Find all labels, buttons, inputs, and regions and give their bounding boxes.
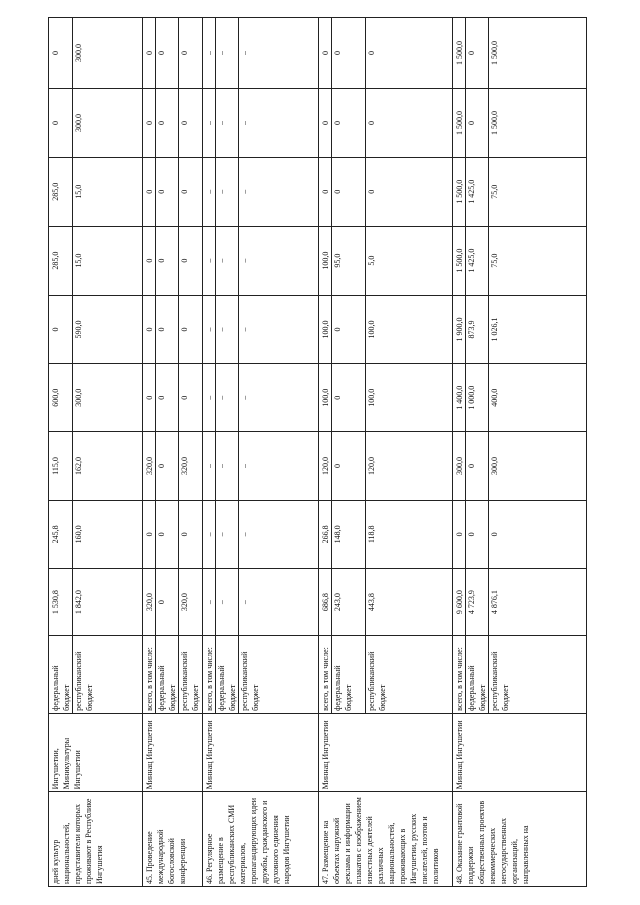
funding-source: республиканский бюджет: [238, 636, 261, 712]
amount-value: 0: [331, 296, 365, 364]
amount-value: 75,0: [488, 158, 511, 226]
amount-value: –: [205, 258, 214, 263]
amount-value: 1 500,0: [455, 41, 464, 66]
funding-source: всего, в том числе:: [145, 647, 154, 711]
amount-value: 0: [178, 364, 201, 431]
amount-value: 285,0: [51, 251, 60, 270]
amount-cell: [203, 364, 319, 432]
amount-value: 1 500,0: [455, 248, 464, 273]
amount-cell: [453, 226, 587, 295]
amount-value: –: [238, 158, 261, 226]
funding-source: всего, в том числе:: [455, 647, 464, 711]
amount-value: –: [205, 51, 214, 56]
amount-value: 0: [155, 227, 178, 295]
amount-value: –: [205, 600, 214, 605]
amount-value: –: [238, 432, 261, 500]
amount-value: 5,0: [365, 227, 388, 295]
executor-cell: [143, 713, 203, 792]
measure-name: дней культур национальностей, представители которых проживают в Республике Ингушетия: [51, 798, 104, 884]
amount-value: 95,0: [331, 227, 365, 295]
amount-cell: [319, 568, 453, 636]
amount-value: 0: [331, 364, 365, 431]
funding-source: республиканский бюджет: [178, 636, 201, 712]
amount-cell: [49, 500, 143, 568]
table-row: [143, 18, 203, 887]
amount-cell: [319, 89, 453, 158]
funding-source-cell: [49, 636, 143, 713]
amount-cell: [453, 295, 587, 364]
amount-value: 0: [321, 51, 330, 56]
amount-value: 266,8: [321, 525, 330, 544]
amount-value: 320,0: [178, 432, 201, 500]
budget-table-sheet: [48, 17, 584, 887]
amount-cell: [49, 89, 143, 158]
amount-cell: [143, 157, 203, 226]
funding-source: федеральный бюджет: [155, 636, 178, 712]
amount-value: 300,0: [72, 18, 95, 88]
measure-name-cell: [143, 792, 203, 887]
amount-cell: [319, 226, 453, 295]
table-body: [49, 18, 587, 887]
funding-source: республиканский бюджет: [365, 636, 388, 712]
amount-value: –: [205, 189, 214, 194]
amount-value: 0: [178, 18, 201, 88]
amount-value: 100,0: [321, 388, 330, 407]
amount-cell: [49, 157, 143, 226]
amount-cell: [453, 364, 587, 432]
amount-value: 118,8: [365, 501, 388, 568]
amount-value: 1 425,0: [465, 158, 488, 226]
amount-value: 100,0: [321, 320, 330, 339]
amount-value: 0: [331, 89, 365, 157]
amount-value: 686,8: [321, 593, 330, 612]
amount-value: 1 026,1: [488, 296, 511, 364]
executor-name: Миннац Ингушетии: [321, 720, 330, 790]
amount-value: 9 600,0: [455, 590, 464, 615]
amount-value: 0: [455, 532, 464, 537]
amount-value: 0: [145, 189, 154, 194]
amount-value: –: [238, 18, 261, 88]
amount-value: 1 400,0: [455, 385, 464, 410]
amount-value: 0: [51, 51, 60, 56]
measure-name-cell: [203, 792, 319, 887]
amount-cell: [203, 432, 319, 501]
measure-name: 47. Размещение на объектах наружной рекламы и информации плакатов с изображением известных деятелей различных национальностей, проживающих в Ингушетии, русских писателей, поэтов и политиков: [321, 797, 440, 884]
measure-name: 48. Оказание грантовой поддержки общественных проектов некоммерческих негосударственных организаций, направленных на: [455, 800, 530, 884]
amount-cell: [49, 18, 143, 89]
amount-value: 0: [155, 296, 178, 364]
amount-cell: [143, 226, 203, 295]
executor-name: Миннац Ингушетии: [205, 720, 214, 790]
amount-value: 0: [331, 158, 365, 226]
amount-cell: [203, 89, 319, 158]
amount-value: 0: [465, 89, 488, 157]
amount-value: 0: [155, 89, 178, 157]
amount-value: –: [205, 120, 214, 125]
executor-name: Ингушетии, Миникультуры Ингушетии: [51, 737, 82, 790]
amount-cell: [453, 500, 587, 568]
amount-value: 0: [465, 18, 488, 88]
amount-value: 0: [155, 364, 178, 431]
funding-source-cell: [143, 636, 203, 713]
amount-cell: [319, 157, 453, 226]
funding-source: республиканский бюджет: [488, 636, 511, 712]
amount-cell: [143, 364, 203, 432]
amount-value: 0: [155, 158, 178, 226]
amount-value: 1 000,0: [465, 364, 488, 431]
amount-value: 243,0: [331, 569, 365, 636]
amount-value: 1 500,0: [455, 179, 464, 204]
funding-source: всего, в том числе:: [321, 647, 330, 711]
funding-source: федеральный бюджет: [465, 636, 488, 712]
amount-value: 0: [155, 501, 178, 568]
amount-cell: [203, 18, 319, 89]
amount-cell: [49, 364, 143, 432]
amount-value: 1 500,0: [455, 110, 464, 135]
amount-value: 600,0: [51, 388, 60, 407]
amount-value: 4 723,9: [465, 569, 488, 636]
amount-value: –: [215, 501, 238, 568]
amount-cell: [453, 432, 587, 501]
amount-value: 1 500,0: [488, 89, 511, 157]
funding-source: всего, в том числе:: [205, 647, 214, 711]
amount-value: 0: [155, 432, 178, 500]
amount-cell: [319, 500, 453, 568]
amount-cell: [453, 89, 587, 158]
amount-value: 148,0: [331, 501, 365, 568]
amount-value: 300,0: [488, 432, 511, 500]
amount-value: 285,0: [51, 182, 60, 201]
amount-value: –: [215, 18, 238, 88]
amount-value: 300,0: [455, 457, 464, 476]
funding-source: федеральный бюджет: [331, 636, 365, 712]
amount-cell: [143, 295, 203, 364]
amount-value: 320,0: [178, 569, 201, 636]
amount-value: 0: [178, 296, 201, 364]
amount-value: 0: [145, 120, 154, 125]
amount-value: 0: [51, 120, 60, 125]
amount-value: 160,0: [72, 501, 95, 568]
amount-cell: [453, 157, 587, 226]
amount-cell: [319, 364, 453, 432]
budget-table: [48, 17, 587, 887]
amount-value: 1 842,0: [72, 569, 95, 636]
measure-name-cell: [319, 792, 453, 887]
amount-value: 400,0: [488, 364, 511, 431]
amount-cell: [203, 500, 319, 568]
table-row: [203, 18, 319, 887]
amount-cell: [49, 295, 143, 364]
amount-value: 1 530,8: [51, 590, 60, 615]
executor-cell: [319, 713, 453, 792]
amount-value: –: [215, 569, 238, 636]
amount-value: 0: [178, 158, 201, 226]
amount-value: 1 900,0: [455, 317, 464, 342]
amount-value: –: [215, 296, 238, 364]
amount-value: –: [205, 464, 214, 469]
amount-cell: [143, 500, 203, 568]
amount-value: 443,8: [365, 569, 388, 636]
table-row: [49, 18, 143, 887]
amount-cell: [143, 89, 203, 158]
funding-source: федеральный бюджет: [215, 636, 238, 712]
amount-value: 0: [51, 327, 60, 332]
amount-value: –: [238, 364, 261, 431]
amount-value: 590,0: [72, 296, 95, 364]
funding-source: федеральный бюджет: [51, 665, 71, 711]
amount-cell: [143, 568, 203, 636]
amount-value: 0: [321, 120, 330, 125]
amount-value: 300,0: [72, 364, 95, 431]
measure-name-cell: [49, 792, 143, 887]
measure-name-cell: [453, 792, 587, 887]
amount-value: 100,0: [365, 364, 388, 431]
table-row: [453, 18, 587, 887]
amount-value: 0: [178, 501, 201, 568]
amount-cell: [319, 295, 453, 364]
amount-value: 0: [331, 432, 365, 500]
amount-value: –: [215, 364, 238, 431]
amount-value: –: [205, 395, 214, 400]
amount-value: 100,0: [321, 251, 330, 270]
amount-value: 873,9: [465, 296, 488, 364]
amount-cell: [203, 295, 319, 364]
amount-value: –: [215, 227, 238, 295]
amount-value: 0: [331, 18, 365, 88]
amount-value: 320,0: [145, 593, 154, 612]
amount-value: –: [238, 89, 261, 157]
executor-cell: [203, 713, 319, 792]
amount-value: 0: [178, 227, 201, 295]
amount-value: –: [238, 296, 261, 364]
amount-value: 0: [365, 89, 388, 157]
measure-name: 45. Проведение международной богословской конференции: [145, 829, 187, 884]
amount-value: 100,0: [365, 296, 388, 364]
amount-value: 0: [145, 395, 154, 400]
amount-value: 0: [155, 18, 178, 88]
amount-cell: [203, 157, 319, 226]
funding-source: республиканский бюджет: [72, 636, 95, 712]
amount-value: 0: [145, 327, 154, 332]
amount-cell: [143, 432, 203, 501]
executor-cell: [453, 713, 587, 792]
amount-value: 15,0: [72, 227, 95, 295]
amount-value: –: [238, 501, 261, 568]
amount-value: 115,0: [51, 457, 60, 475]
amount-cell: [453, 568, 587, 636]
amount-value: –: [215, 432, 238, 500]
executor-name: Миннац Ингушетии: [455, 720, 464, 790]
amount-value: 0: [365, 158, 388, 226]
amount-cell: [49, 226, 143, 295]
amount-value: –: [215, 158, 238, 226]
executor-cell: [49, 713, 143, 792]
amount-cell: [203, 226, 319, 295]
measure-name: 46. Регулярное размещение в республиканских СМИ материалов, пропагандирующих идеи дружбы, гражданского и духовного единения народов Ингушетии: [205, 797, 291, 884]
amount-value: 0: [155, 569, 178, 636]
amount-value: 0: [465, 432, 488, 500]
amount-value: 0: [178, 89, 201, 157]
table-row: [319, 18, 453, 887]
amount-value: 300,0: [72, 89, 95, 157]
amount-value: 4 876,1: [488, 569, 511, 636]
amount-value: –: [215, 89, 238, 157]
amount-cell: [49, 432, 143, 501]
amount-value: 320,0: [145, 457, 154, 476]
amount-value: 245,8: [51, 525, 60, 544]
amount-value: 0: [145, 51, 154, 56]
executor-name: Миннац Ингушетии: [145, 720, 154, 790]
amount-cell: [319, 432, 453, 501]
amount-cell: [319, 18, 453, 89]
funding-source-cell: [453, 636, 587, 713]
amount-value: 0: [145, 258, 154, 263]
amount-cell: [203, 568, 319, 636]
amount-value: –: [205, 532, 214, 537]
amount-value: 0: [465, 501, 488, 568]
amount-value: 120,0: [321, 457, 330, 476]
amount-value: 0: [488, 501, 511, 568]
funding-source-cell: [319, 636, 453, 713]
funding-source-cell: [203, 636, 319, 713]
amount-value: 1 425,0: [465, 227, 488, 295]
amount-value: 120,0: [365, 432, 388, 500]
amount-value: 15,0: [72, 158, 95, 226]
amount-value: 1 500,0: [488, 18, 511, 88]
amount-cell: [453, 18, 587, 89]
amount-value: 0: [145, 532, 154, 537]
amount-value: 0: [321, 189, 330, 194]
amount-value: –: [205, 327, 214, 332]
amount-value: 75,0: [488, 227, 511, 295]
amount-cell: [143, 18, 203, 89]
amount-value: 162,0: [72, 432, 95, 500]
amount-value: –: [238, 227, 261, 295]
amount-cell: [49, 568, 143, 636]
amount-value: –: [238, 569, 261, 636]
amount-value: 0: [365, 18, 388, 88]
